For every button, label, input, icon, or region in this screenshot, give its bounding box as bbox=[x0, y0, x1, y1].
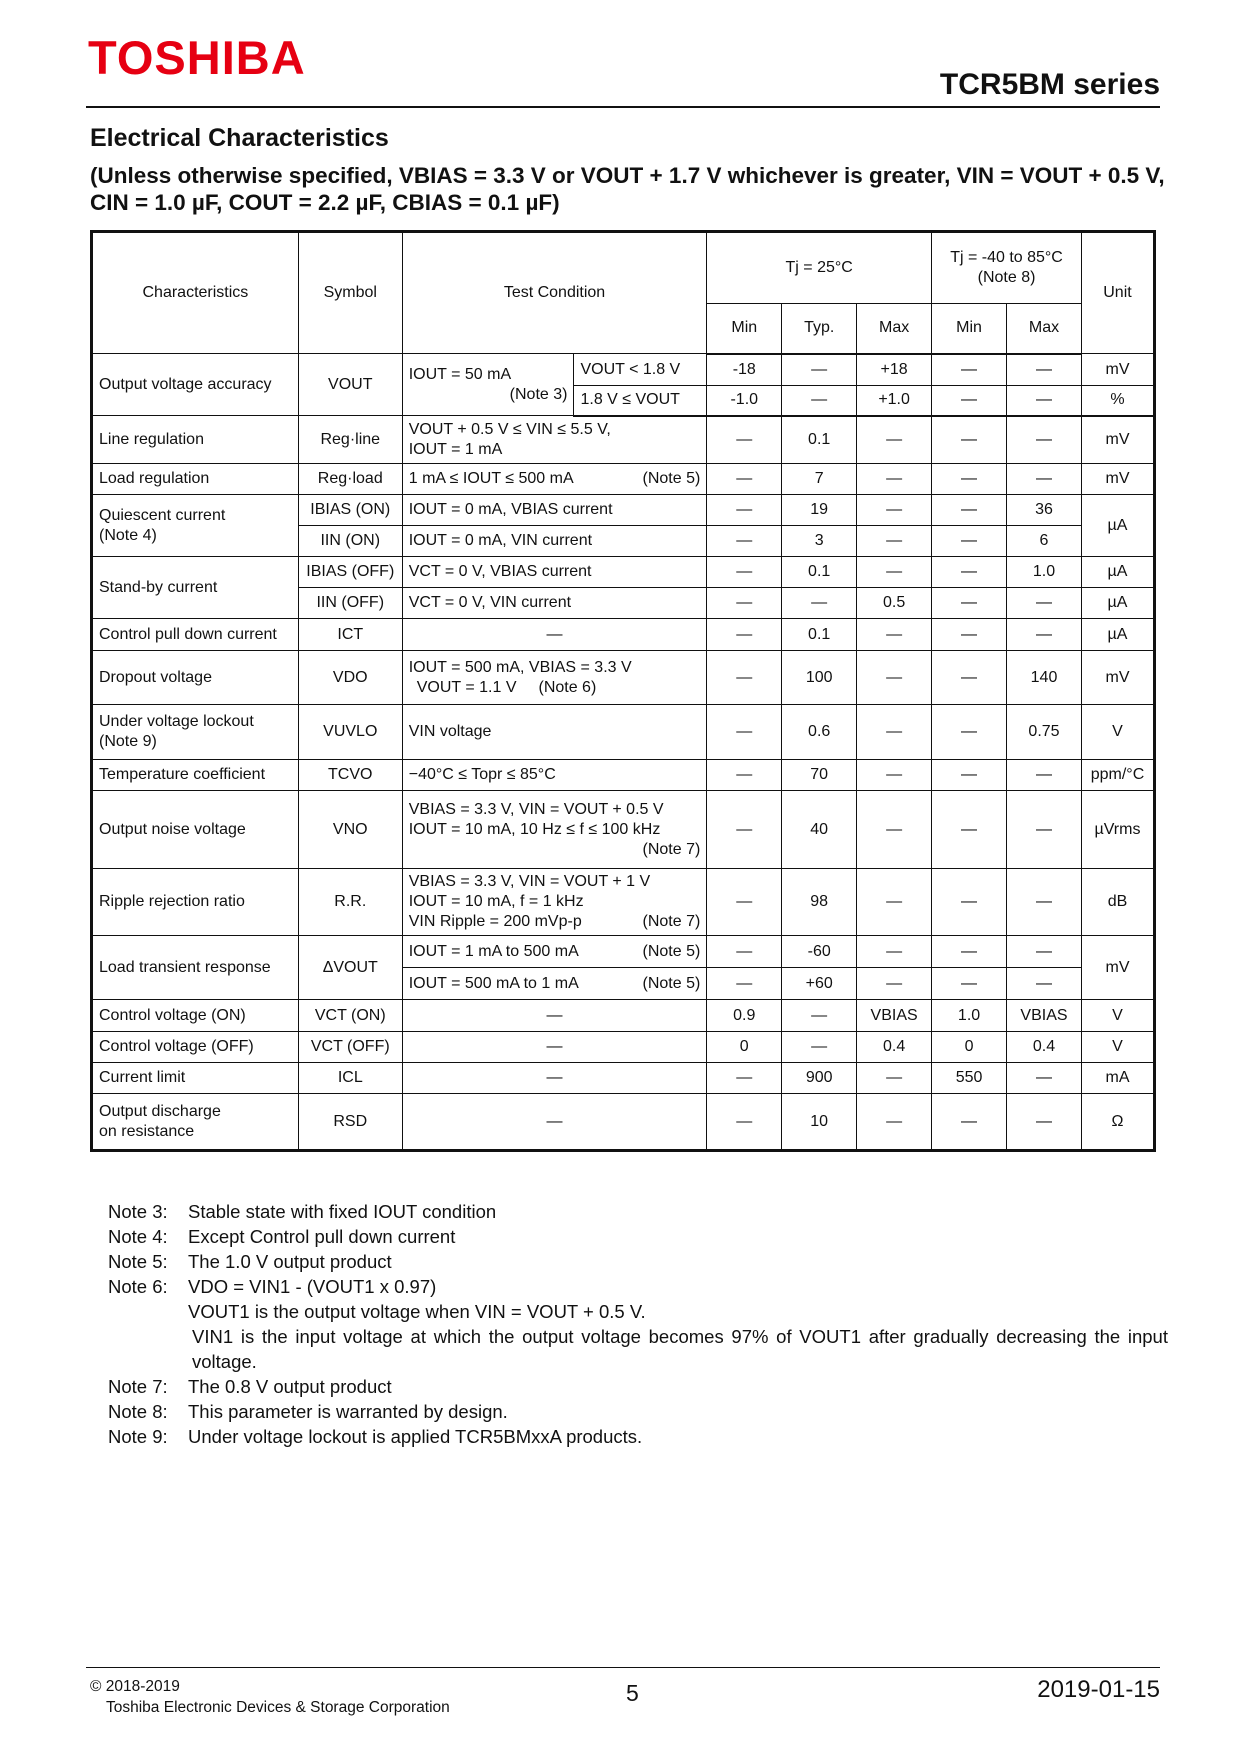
row-symbol: R.R. bbox=[298, 869, 402, 936]
note-key: Note 3: bbox=[108, 1201, 168, 1222]
cell-max-2: — bbox=[1007, 968, 1082, 1000]
note-6-line-2: VOUT1 is the output voltage when VIN = VOUT + 0.5 V. bbox=[188, 1301, 646, 1322]
row-symbol: IBIAS (OFF) bbox=[298, 557, 402, 588]
cell-max: — bbox=[857, 1094, 932, 1151]
footer-copyright bbox=[90, 1676, 450, 1718]
note-key: Note 4: bbox=[108, 1226, 168, 1247]
row-name-label: on resistance bbox=[99, 1122, 195, 1140]
note-6 bbox=[108, 1274, 1168, 1299]
table-row bbox=[92, 1032, 1155, 1063]
row-name: Dropout voltage bbox=[92, 651, 299, 705]
cell-max-2: — bbox=[1007, 386, 1082, 416]
row-name-label: Output discharge bbox=[99, 1102, 221, 1120]
note-8 bbox=[108, 1399, 1168, 1424]
table-row bbox=[92, 705, 1155, 760]
cell-unit: µA bbox=[1081, 495, 1154, 557]
cell-min-2: — bbox=[932, 968, 1007, 1000]
row-condition bbox=[402, 464, 707, 495]
cell-max: +18 bbox=[857, 354, 932, 386]
row-symbol: TCVO bbox=[298, 760, 402, 791]
cell-min-2: — bbox=[932, 791, 1007, 869]
cell-typ: 40 bbox=[782, 791, 857, 869]
cond-note: (Note 7) bbox=[642, 913, 701, 930]
cell-unit: mV bbox=[1081, 936, 1154, 1000]
note-6-line-3: VIN1 is the input voltage at which the output voltage becomes 97% of VOUT1 after gradually decreasing the input voltage. bbox=[192, 1326, 1168, 1372]
row-condition bbox=[402, 869, 707, 936]
cell-typ: 0.6 bbox=[782, 705, 857, 760]
row-name: Ripple rejection ratio bbox=[92, 869, 299, 936]
cell-max: +1.0 bbox=[857, 386, 932, 416]
cell-max: 0.5 bbox=[857, 588, 932, 619]
cell-min: 0.9 bbox=[707, 1000, 782, 1032]
header-test-condition: Test Condition bbox=[402, 232, 707, 354]
row-condition: — bbox=[402, 1094, 707, 1151]
cond-note: (Note 5) bbox=[642, 470, 701, 487]
row-condition: — bbox=[402, 619, 707, 651]
cell-max: — bbox=[857, 936, 932, 968]
cell-min-2: — bbox=[932, 416, 1007, 464]
cell-unit: µA bbox=[1081, 557, 1154, 588]
cell-min-2: — bbox=[932, 705, 1007, 760]
cell-min-2: — bbox=[932, 526, 1007, 557]
cell-typ: 0.1 bbox=[782, 416, 857, 464]
cell-typ: 900 bbox=[782, 1063, 857, 1094]
cell-min: — bbox=[707, 464, 782, 495]
footer-rule bbox=[86, 1667, 1160, 1668]
cell-unit: mV bbox=[1081, 416, 1154, 464]
row-subcondition: 1.8 V ≤ VOUT bbox=[574, 386, 707, 416]
cell-unit: Ω bbox=[1081, 1094, 1154, 1151]
cell-min: — bbox=[707, 968, 782, 1000]
cell-typ: 3 bbox=[782, 526, 857, 557]
cell-max: — bbox=[857, 416, 932, 464]
row-name: Current limit bbox=[92, 1063, 299, 1094]
row-condition: IOUT = 0 mA, VIN current bbox=[402, 526, 707, 557]
cell-min: — bbox=[707, 557, 782, 588]
cell-unit: µA bbox=[1081, 619, 1154, 651]
header-min: Min bbox=[707, 304, 782, 354]
cell-typ: 7 bbox=[782, 464, 857, 495]
copyright-years: © 2018-2019 bbox=[90, 1678, 180, 1695]
cell-unit: V bbox=[1081, 1000, 1154, 1032]
note-7 bbox=[108, 1374, 1168, 1399]
cell-min: — bbox=[707, 526, 782, 557]
row-condition: — bbox=[402, 1063, 707, 1094]
cell-max: — bbox=[857, 791, 932, 869]
table-row bbox=[92, 416, 1155, 464]
conditions-line-1: (Unless otherwise specified, VBIAS = 3.3 V or VOUT + 1.7 V whichever is greater, VIN = VOUT + 0.5 V, bbox=[90, 163, 1165, 188]
cond-note: (Note 3) bbox=[509, 385, 568, 403]
header-tj-range bbox=[932, 232, 1082, 304]
cell-typ: — bbox=[782, 588, 857, 619]
cell-min-2: — bbox=[932, 588, 1007, 619]
table-row bbox=[92, 936, 1155, 968]
cond-line: VBIAS = 3.3 V, VIN = VOUT + 0.5 V bbox=[408, 800, 664, 818]
company-name: Toshiba Electronic Devices & Storage Corporation bbox=[106, 1699, 450, 1716]
cell-typ: 70 bbox=[782, 760, 857, 791]
cell-min: — bbox=[707, 619, 782, 651]
table-row bbox=[92, 464, 1155, 495]
note-key: Note 8: bbox=[108, 1401, 168, 1422]
cell-unit: V bbox=[1081, 1032, 1154, 1063]
cell-typ: 0.1 bbox=[782, 619, 857, 651]
table-row bbox=[92, 1000, 1155, 1032]
row-condition bbox=[402, 968, 707, 1000]
cell-typ: 98 bbox=[782, 869, 857, 936]
row-symbol: VOUT bbox=[298, 354, 402, 416]
cell-typ: — bbox=[782, 354, 857, 386]
cell-max: VBIAS bbox=[857, 1000, 932, 1032]
table-row bbox=[92, 557, 1155, 588]
cell-min: -18 bbox=[707, 354, 782, 386]
row-symbol: Reg·line bbox=[298, 416, 402, 464]
cell-min: — bbox=[707, 760, 782, 791]
row-name: Control voltage (ON) bbox=[92, 1000, 299, 1032]
cell-typ: 100 bbox=[782, 651, 857, 705]
cell-unit: µA bbox=[1081, 588, 1154, 619]
row-name: Stand-by current bbox=[92, 557, 299, 619]
section-title: Electrical Characteristics bbox=[90, 124, 389, 152]
row-condition bbox=[402, 651, 707, 705]
cell-unit: dB bbox=[1081, 869, 1154, 936]
note-5 bbox=[108, 1249, 1168, 1274]
cell-min: — bbox=[707, 588, 782, 619]
cell-min-2: — bbox=[932, 386, 1007, 416]
table-row bbox=[92, 495, 1155, 526]
cell-min-2: — bbox=[932, 354, 1007, 386]
row-name-label: Quiescent current bbox=[99, 506, 226, 524]
row-name-note: (Note 9) bbox=[99, 733, 157, 750]
cell-min: — bbox=[707, 1063, 782, 1094]
note-key: Note 7: bbox=[108, 1376, 168, 1397]
cell-max: 0.4 bbox=[857, 1032, 932, 1063]
notes-section bbox=[108, 1199, 1168, 1449]
row-name: Load transient response bbox=[92, 936, 299, 1000]
row-name-note: (Note 4) bbox=[99, 526, 157, 544]
note-text: Under voltage lockout is applied TCR5BMxxA products. bbox=[188, 1426, 643, 1447]
header-tj-25: Tj = 25°C bbox=[707, 232, 932, 304]
note-9 bbox=[108, 1424, 1168, 1449]
table-row bbox=[92, 1094, 1155, 1151]
cond-note: (Note 5) bbox=[642, 974, 701, 992]
cell-unit: % bbox=[1081, 386, 1154, 416]
page-number: 5 bbox=[626, 1680, 639, 1706]
header-min-2: Min bbox=[932, 304, 1007, 354]
note-text: The 1.0 V output product bbox=[188, 1251, 392, 1272]
header-typ: Typ. bbox=[782, 304, 857, 354]
cell-max: — bbox=[857, 968, 932, 1000]
row-subcondition: VOUT < 1.8 V bbox=[574, 354, 707, 386]
header-tj-range-note: (Note 8) bbox=[977, 269, 1036, 286]
table-row bbox=[92, 651, 1155, 705]
row-symbol: ICL bbox=[298, 1063, 402, 1094]
cell-min-2: — bbox=[932, 495, 1007, 526]
series-title: TCR5BM series bbox=[939, 68, 1160, 101]
document-date: 2019-01-15 bbox=[1037, 1676, 1160, 1703]
cell-min: — bbox=[707, 869, 782, 936]
header-max: Max bbox=[857, 304, 932, 354]
row-symbol: VCT (ON) bbox=[298, 1000, 402, 1032]
cond-note: (Note 6) bbox=[538, 678, 597, 696]
cell-max: — bbox=[857, 869, 932, 936]
cell-max: — bbox=[857, 1063, 932, 1094]
row-name bbox=[92, 495, 299, 557]
cell-max-2: — bbox=[1007, 760, 1082, 791]
cell-max-2: — bbox=[1007, 1063, 1082, 1094]
cell-max-2: 0.4 bbox=[1007, 1032, 1082, 1063]
header-characteristics: Characteristics bbox=[92, 232, 299, 354]
cell-max-2: — bbox=[1007, 791, 1082, 869]
cell-max: — bbox=[857, 495, 932, 526]
cond-line: VOUT + 0.5 V ≤ VIN ≤ 5.5 V, bbox=[408, 420, 611, 438]
row-symbol: ICT bbox=[298, 619, 402, 651]
row-symbol: ΔVOUT bbox=[298, 936, 402, 1000]
row-name: Line regulation bbox=[92, 416, 299, 464]
cond-line bbox=[409, 912, 701, 932]
cond-line: IOUT = 500 mA, VBIAS = 3.3 V bbox=[408, 658, 632, 676]
cond-line: IOUT = 500 mA to 1 mA bbox=[408, 974, 579, 992]
cell-max: — bbox=[857, 557, 932, 588]
table-row bbox=[92, 791, 1155, 869]
cell-max-2: — bbox=[1007, 588, 1082, 619]
note-3 bbox=[108, 1199, 1168, 1224]
cell-max: — bbox=[857, 705, 932, 760]
row-name: Output noise voltage bbox=[92, 791, 299, 869]
cell-typ: 0.1 bbox=[782, 557, 857, 588]
cond-line: IOUT = 1 mA bbox=[408, 440, 503, 458]
row-name bbox=[92, 705, 299, 760]
row-name: Control voltage (OFF) bbox=[92, 1032, 299, 1063]
row-condition bbox=[402, 354, 574, 416]
cell-min-2: — bbox=[932, 936, 1007, 968]
row-name: Temperature coefficient bbox=[92, 760, 299, 791]
cell-min-2: — bbox=[932, 651, 1007, 705]
cell-unit: mV bbox=[1081, 464, 1154, 495]
cell-min: — bbox=[707, 1094, 782, 1151]
cell-max: — bbox=[857, 760, 932, 791]
row-symbol: VUVLO bbox=[298, 705, 402, 760]
cell-min: — bbox=[707, 791, 782, 869]
table-row bbox=[92, 1063, 1155, 1094]
note-text: VDO = VIN1 - (VOUT1 x 0.97) bbox=[188, 1276, 437, 1297]
cell-unit: mA bbox=[1081, 1063, 1154, 1094]
cell-unit: µVrms bbox=[1081, 791, 1154, 869]
note-key: Note 9: bbox=[108, 1426, 168, 1447]
conditions-line-2: CIN = 1.0 µF, COUT = 2.2 µF, CBIAS = 0.1 µF) bbox=[90, 190, 560, 215]
cell-max-2: — bbox=[1007, 869, 1082, 936]
cell-min: — bbox=[707, 651, 782, 705]
cond-line-value: VIN Ripple = 200 mVp-p bbox=[408, 913, 582, 930]
table-row bbox=[92, 869, 1155, 936]
cell-min: — bbox=[707, 936, 782, 968]
cell-max: — bbox=[857, 526, 932, 557]
row-name: Output voltage accuracy bbox=[92, 354, 299, 416]
cell-min-2: 1.0 bbox=[932, 1000, 1007, 1032]
cell-max-2: — bbox=[1007, 936, 1082, 968]
cell-min-2: — bbox=[932, 619, 1007, 651]
cell-max-2: 0.75 bbox=[1007, 705, 1082, 760]
row-name-label: Under voltage lockout bbox=[99, 713, 254, 730]
cell-max-2: 140 bbox=[1007, 651, 1082, 705]
note-text: Stable state with fixed IOUT condition bbox=[188, 1201, 497, 1222]
row-symbol: IBIAS (ON) bbox=[298, 495, 402, 526]
header-max-2: Max bbox=[1007, 304, 1082, 354]
electrical-characteristics-table bbox=[90, 230, 1156, 1152]
cell-min-2: 550 bbox=[932, 1063, 1007, 1094]
row-symbol: Reg·load bbox=[298, 464, 402, 495]
cell-min-2: — bbox=[932, 464, 1007, 495]
cell-typ: — bbox=[782, 386, 857, 416]
cond-note: (Note 5) bbox=[642, 942, 701, 960]
cell-max-2: VBIAS bbox=[1007, 1000, 1082, 1032]
cell-min-2: — bbox=[932, 869, 1007, 936]
cell-max: — bbox=[857, 619, 932, 651]
row-symbol: IIN (ON) bbox=[298, 526, 402, 557]
cell-typ: 10 bbox=[782, 1094, 857, 1151]
row-condition: — bbox=[402, 1032, 707, 1063]
cond-line: 1 mA ≤ IOUT ≤ 500 mA bbox=[408, 470, 574, 487]
note-text: The 0.8 V output product bbox=[188, 1376, 392, 1397]
cond-line: IOUT = 1 mA to 500 mA bbox=[408, 942, 579, 960]
header-tj-range-label: Tj = -40 to 85°C bbox=[950, 249, 1063, 266]
cell-typ: -60 bbox=[782, 936, 857, 968]
cell-max-2: — bbox=[1007, 619, 1082, 651]
cond-line: IOUT = 10 mA, f = 1 kHz bbox=[408, 893, 584, 910]
cell-max-2: — bbox=[1007, 416, 1082, 464]
cond-line: VBIAS = 3.3 V, VIN = VOUT + 1 V bbox=[408, 873, 651, 890]
cell-unit: ppm/°C bbox=[1081, 760, 1154, 791]
cell-unit: mV bbox=[1081, 651, 1154, 705]
cell-min-2: — bbox=[932, 1094, 1007, 1151]
header-rule bbox=[86, 106, 1160, 108]
cond-note: (Note 7) bbox=[642, 840, 701, 858]
note-key: Note 6: bbox=[108, 1276, 168, 1297]
header-unit: Unit bbox=[1081, 232, 1154, 354]
row-condition bbox=[402, 416, 707, 464]
cell-min: 0 bbox=[707, 1032, 782, 1063]
cell-max-2: — bbox=[1007, 1094, 1082, 1151]
test-conditions bbox=[90, 162, 1170, 216]
row-symbol: VCT (OFF) bbox=[298, 1032, 402, 1063]
cond-line: IOUT = 50 mA bbox=[408, 365, 512, 383]
cell-max-2: 1.0 bbox=[1007, 557, 1082, 588]
table-row bbox=[92, 354, 1155, 386]
cell-max-2: 36 bbox=[1007, 495, 1082, 526]
row-condition: VIN voltage bbox=[402, 705, 707, 760]
row-condition: — bbox=[402, 1000, 707, 1032]
cell-max-2: 6 bbox=[1007, 526, 1082, 557]
row-symbol: RSD bbox=[298, 1094, 402, 1151]
cell-min-2: — bbox=[932, 557, 1007, 588]
row-condition bbox=[402, 791, 707, 869]
cell-typ: — bbox=[782, 1032, 857, 1063]
note-key: Note 5: bbox=[108, 1251, 168, 1272]
note-text: Except Control pull down current bbox=[188, 1226, 456, 1247]
row-name bbox=[92, 1094, 299, 1151]
row-condition: VCT = 0 V, VIN current bbox=[402, 588, 707, 619]
cell-min: -1.0 bbox=[707, 386, 782, 416]
cell-min-2: 0 bbox=[932, 1032, 1007, 1063]
cond-line-value: VOUT = 1.1 V bbox=[416, 678, 517, 696]
row-symbol: VDO bbox=[298, 651, 402, 705]
cell-min: — bbox=[707, 416, 782, 464]
table-row bbox=[92, 760, 1155, 791]
cell-unit: V bbox=[1081, 705, 1154, 760]
row-condition bbox=[402, 936, 707, 968]
cell-typ: 19 bbox=[782, 495, 857, 526]
cond-line: IOUT = 10 mA, 10 Hz ≤ f ≤ 100 kHz bbox=[408, 820, 661, 838]
note-4 bbox=[108, 1224, 1168, 1249]
row-name: Control pull down current bbox=[92, 619, 299, 651]
toshiba-logo: TOSHIBA bbox=[88, 31, 306, 84]
row-name: Load regulation bbox=[92, 464, 299, 495]
cell-max: — bbox=[857, 464, 932, 495]
table-row bbox=[92, 619, 1155, 651]
cell-typ: +60 bbox=[782, 968, 857, 1000]
cell-typ: — bbox=[782, 1000, 857, 1032]
cell-max: — bbox=[857, 651, 932, 705]
cell-min: — bbox=[707, 705, 782, 760]
row-condition: VCT = 0 V, VBIAS current bbox=[402, 557, 707, 588]
row-condition: −40°C ≤ Topr ≤ 85°C bbox=[402, 760, 707, 791]
cell-unit: mV bbox=[1081, 354, 1154, 386]
note-text: This parameter is warranted by design. bbox=[188, 1401, 508, 1422]
cell-min: — bbox=[707, 495, 782, 526]
cell-max-2: — bbox=[1007, 354, 1082, 386]
row-symbol: IIN (OFF) bbox=[298, 588, 402, 619]
row-symbol: VNO bbox=[298, 791, 402, 869]
cell-max-2: — bbox=[1007, 464, 1082, 495]
cell-min-2: — bbox=[932, 760, 1007, 791]
cond-line bbox=[409, 678, 701, 698]
header-symbol: Symbol bbox=[298, 232, 402, 354]
row-condition: IOUT = 0 mA, VBIAS current bbox=[402, 495, 707, 526]
